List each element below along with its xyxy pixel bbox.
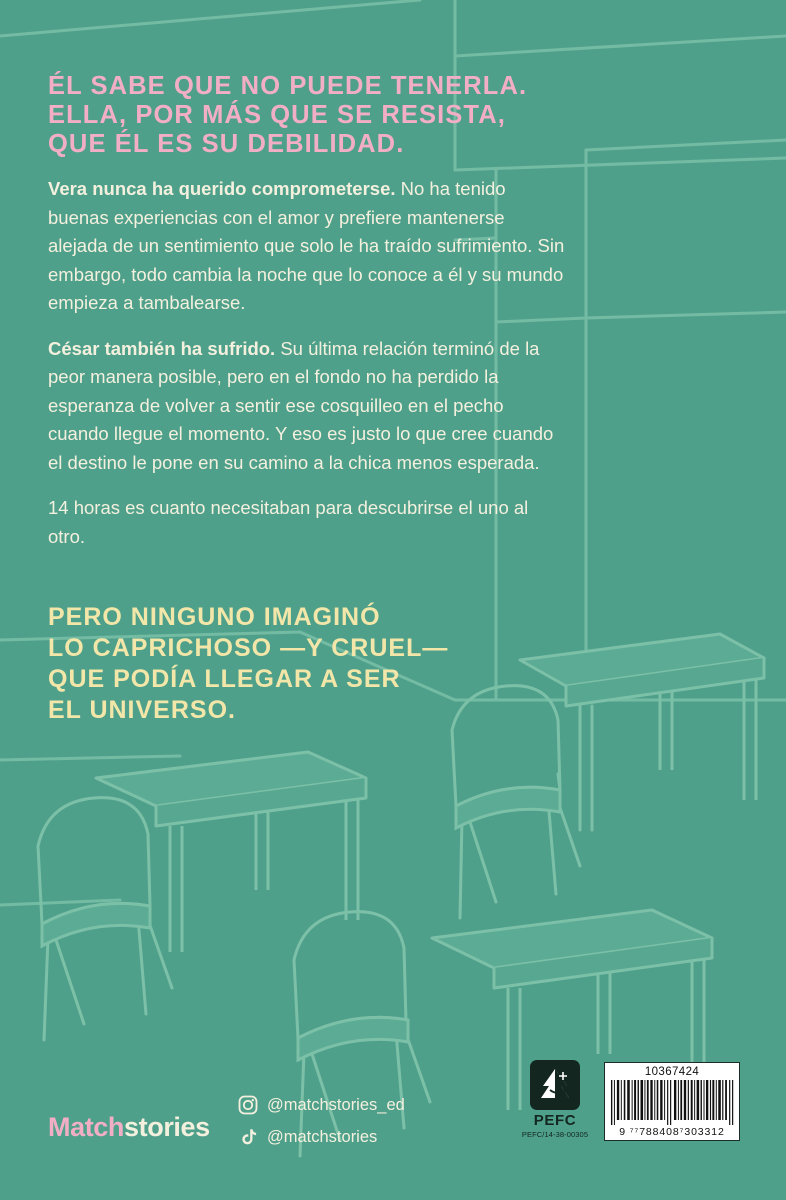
barcode-top-number: 10367424 [644, 1066, 700, 1078]
synopsis-lead-2: César también ha sufrido. [48, 337, 276, 359]
closing-line-1: PERO NINGUNO IMAGINÓ [48, 603, 381, 631]
barcode-ean-digits: 9 ⁷⁷788408⁷303312 [619, 1126, 725, 1138]
pefc-code: PEFC/14-38-00305 [521, 1130, 589, 1139]
headline [48, 72, 738, 159]
pefc-title: PEFC [533, 1112, 577, 1129]
social-handles [238, 1092, 405, 1156]
closing-line-4: EL UNIVERSO. [48, 696, 236, 724]
publisher-logo [48, 1112, 210, 1143]
synopsis-text-1: No ha tenido buenas experiencias con el amor y prefiere mantenerse alejada de un sentimiento que solo le ha traído sufrimiento. Sin embargo, todo cambia la noche que lo conoce a él y su mundo empieza a tambalearse. [48, 178, 565, 313]
barcode-bars [609, 1080, 735, 1125]
headline-line-3: QUE ÉL ES SU DEBILIDAD. [48, 130, 405, 158]
logo-part-match: Match [48, 1112, 125, 1142]
closing-line-2: LO CAPRICHOSO —Y CRUEL— [48, 634, 449, 662]
synopsis-paragraph-2 [48, 335, 568, 478]
headline-line-2: ELLA, POR MÁS QUE SE RESISTA, [48, 101, 506, 129]
closing-line-3: QUE PODÍA LLEGAR A SER [48, 665, 401, 693]
logo-part-stories: stories [124, 1112, 210, 1142]
pefc-logo-icon [530, 1060, 580, 1110]
instagram-icon [238, 1095, 258, 1115]
synopsis-paragraph-3 [48, 494, 568, 551]
barcode [604, 1062, 740, 1141]
synopsis-text-3: 14 horas es cuanto necesitaban para descubrirse el uno al otro. [48, 497, 529, 547]
social-row-tiktok[interactable] [238, 1124, 405, 1150]
instagram-handle: @matchstories_ed [267, 1095, 405, 1114]
synopsis-lead-1: Vera nunca ha querido comprometerse. [48, 178, 396, 199]
synopsis-text-2: Su última relación terminó de la peor manera posible, pero en el fondo no ha perdido la esperanza de volver a sentir ese cosquilleo en el pecho cuando llegue el momento. Y eso es justo lo que cree cuando el destino le pone en su camino a la chica menos esperada. [48, 337, 554, 473]
synopsis [48, 175, 568, 568]
synopsis-paragraph-1 [48, 175, 568, 318]
social-row-instagram[interactable] [238, 1092, 405, 1118]
pefc-certification [518, 1060, 592, 1139]
headline-line-1: ÉL SABE QUE NO PUEDE TENERLA. [48, 72, 528, 100]
tiktok-icon [238, 1127, 258, 1147]
closing-statement [48, 602, 648, 726]
tiktok-handle: @matchstories [267, 1127, 378, 1146]
